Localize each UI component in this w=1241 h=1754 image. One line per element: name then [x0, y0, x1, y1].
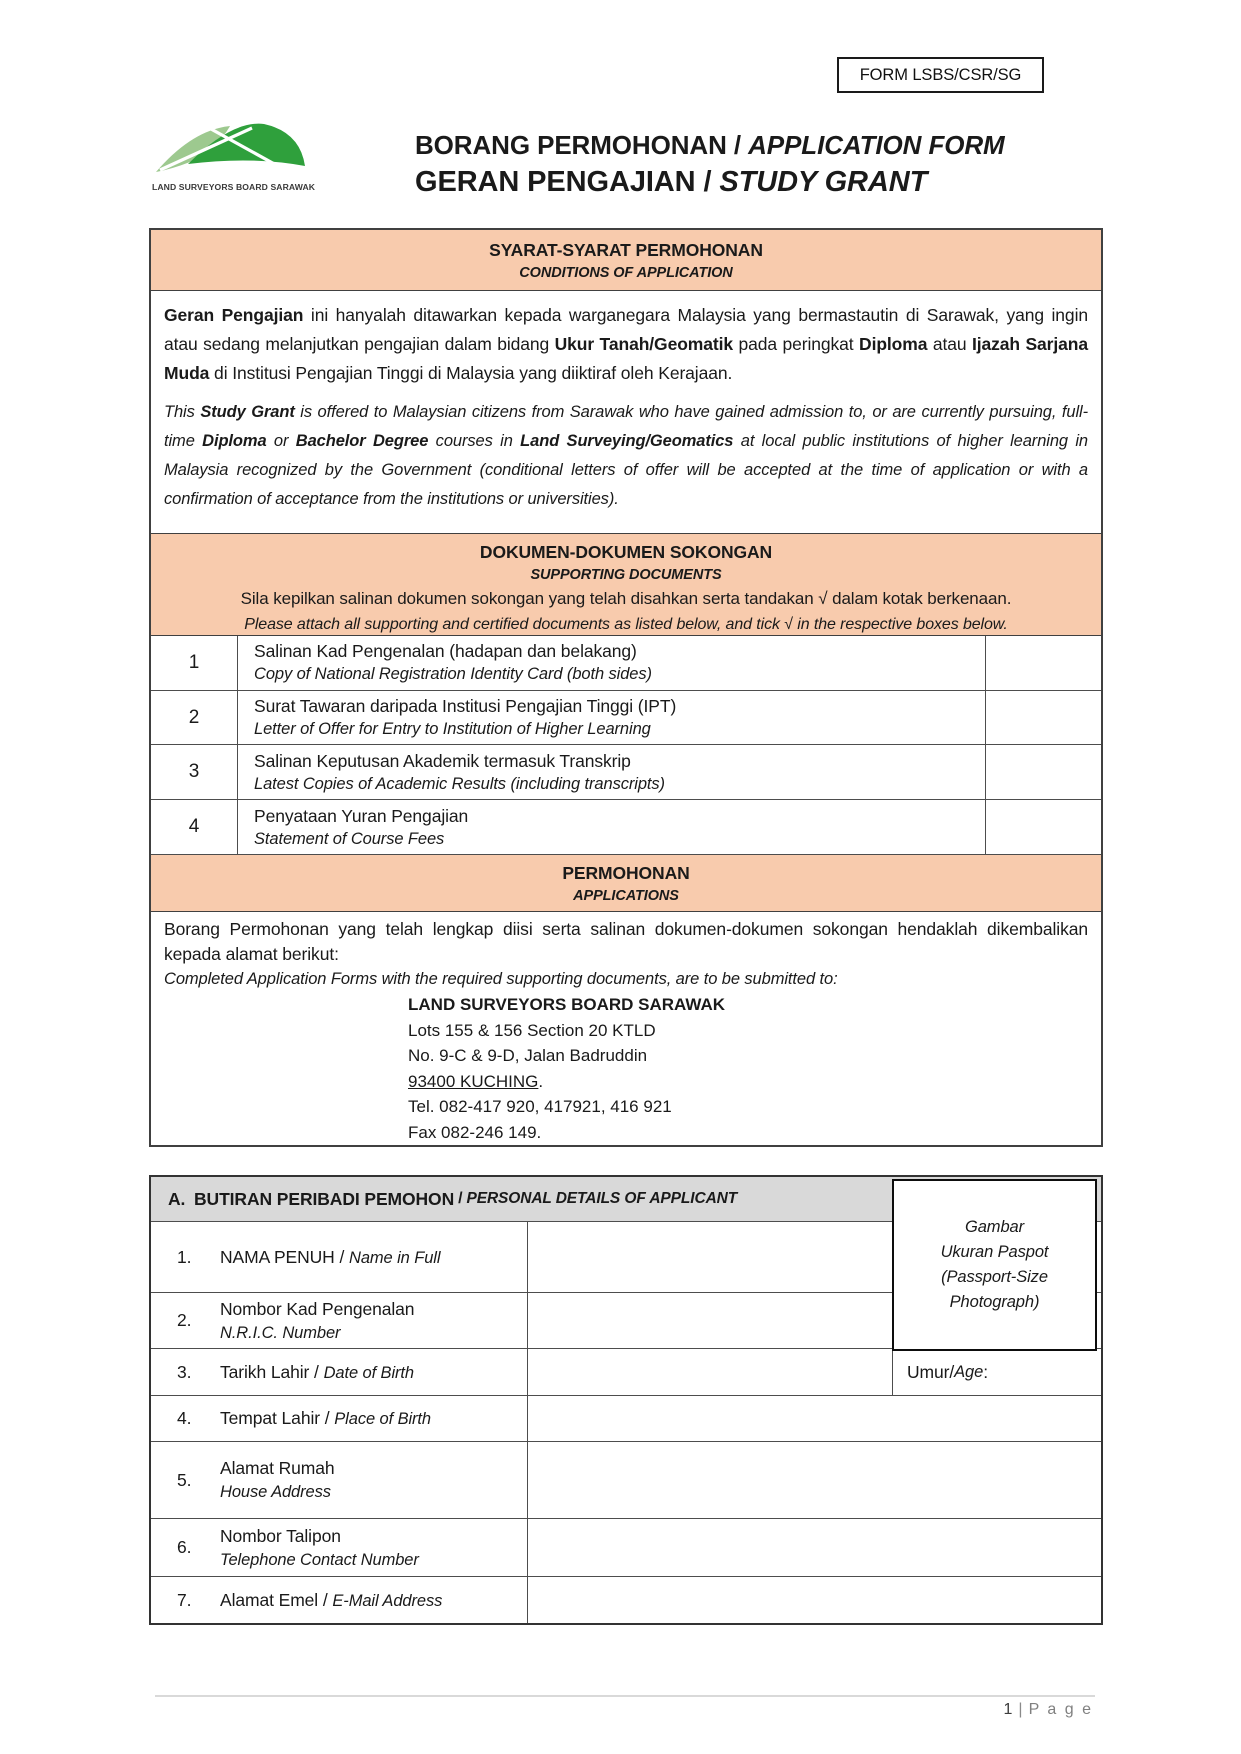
address-line-1: Lots 155 & 156 Section 20 KTLD	[408, 1020, 656, 1040]
label-nric-english: N.R.I.C. Number	[220, 1323, 341, 1342]
conditions-paragraph-malay: Geran Pengajian ini hanyalah ditawarkan kepada warganegara Malaysia yang bermastautin di Sarawak, yang ingin atau sedang melanjutkan pengajian dalam bidang Ukur Tanah/Geomatik pada peringkat Diploma atau Ijazah Sarjana Muda di Institusi Pengajian Tinggi di Malaysia yang diiktiraf oleh Kerajaan.	[164, 304, 1088, 383]
address-line-2: No. 9-C & 9-D, Jalan Badruddin	[408, 1046, 648, 1065]
document-row-1	[151, 636, 1101, 691]
row-place-of-birth: 4. Tempat Lahir / Place of Birth	[151, 1395, 1101, 1441]
document-row-2	[151, 691, 1101, 746]
supporting-title-english: SUPPORTING DOCUMENTS	[530, 566, 722, 583]
label-telephone-english: Telephone Contact Number	[220, 1550, 419, 1569]
section-a-title-english: PERSONAL DETAILS OF APPLICANT	[466, 1190, 738, 1207]
document-1-label-malay: Salinan Kad Pengenalan (hadapan dan belakang)	[254, 641, 637, 662]
applications-paragraph-english: Completed Application Forms with the required supporting documents, are to be submitted to:	[164, 970, 838, 988]
page-number: 1 | P a g e	[1003, 1701, 1093, 1718]
field-nric-number[interactable]	[528, 1293, 893, 1348]
row-house-address: 5. Alamat Rumah House Address	[151, 1441, 1101, 1518]
title-line-1: BORANG PERMOHONAN / APPLICATION FORM	[415, 130, 1005, 160]
field-name-in-full[interactable]	[528, 1222, 893, 1292]
applications-header	[151, 855, 1101, 912]
row-date-of-birth: 3. Tarikh Lahir / Date of Birth Umur / Age :	[151, 1348, 1101, 1395]
lsbs-logo-icon	[152, 116, 312, 180]
photo-box-line-3: (Passport-Size	[941, 1268, 1048, 1286]
label-age-malay: Umur	[907, 1361, 950, 1382]
conditions-paragraph-english: This Study Grant is offered to Malaysian citizens from Sarawak who have gained admission to, or are currently pursuing, full-time Diploma or Bachelor Degree courses in Land Surveying/Geomatics at local public institutions of higher learning in Malaysia recognized by the Government (conditional letters of offer will be accepted at the time of application or with a confirmation of acceptance from the institutions or universities).	[164, 402, 1089, 508]
address-fax: Fax 082-246 149.	[408, 1122, 542, 1142]
submission-address	[408, 992, 1088, 1145]
address-city-line: 93400 KUCHING.	[408, 1071, 544, 1091]
label-email-malay: Alamat Emel	[220, 1589, 319, 1610]
form-code-box	[837, 57, 1044, 93]
field-age[interactable]: Umur / Age :	[907, 1361, 988, 1382]
form-code-text: FORM LSBS/CSR/SG	[859, 65, 1022, 84]
label-dob-malay: Tarikh Lahir	[220, 1361, 310, 1382]
field-date-of-birth[interactable]	[528, 1349, 893, 1395]
label-house-address-english: House Address	[220, 1483, 331, 1501]
lsbs-logo-caption: LAND SURVEYORS BOARD SARAWAK	[152, 182, 316, 192]
document-4-tick-box[interactable]	[986, 800, 1101, 854]
document-1-tick-box[interactable]	[986, 636, 1101, 690]
label-name-english: Name in Full	[349, 1248, 441, 1267]
title-line2-malay: GERAN PENGAJIAN	[415, 166, 696, 198]
row-telephone-number: 6. Nombor Talipon Telephone Contact Number	[151, 1518, 1101, 1576]
supporting-instruction-malay: Sila kepilkan salinan dokumen sokongan yang telah disahkan serta tandakan √ dalam kotak berkenaan.	[240, 588, 1012, 608]
passport-photo-box	[892, 1179, 1097, 1351]
conditions-title-malay: SYARAT-SYARAT PERMOHONAN	[489, 240, 763, 260]
title-line1-english: APPLICATION FORM	[748, 130, 1005, 160]
conditions-body	[151, 291, 1101, 533]
lsbs-logo	[152, 116, 317, 192]
label-age-english: Age	[954, 1362, 984, 1381]
label-email-english: E-Mail Address	[332, 1591, 443, 1610]
field-house-address[interactable]	[528, 1442, 1101, 1518]
document-3-label-english: Latest Copies of Academic Results (including transcripts)	[254, 774, 665, 793]
document-2-number: 2	[151, 691, 238, 745]
label-pob-malay: Tempat Lahir	[220, 1408, 320, 1428]
row-email-address: 7. Alamat Emel / E-Mail Address	[151, 1576, 1101, 1623]
address-telephone: Tel. 082-417 920, 417921, 416 921	[408, 1097, 672, 1116]
document-1-number: 1	[151, 636, 238, 690]
document-1-label-english: Copy of National Registration Identity Card (both sides)	[254, 665, 652, 684]
document-3-tick-box[interactable]	[986, 745, 1101, 799]
section-a-title-malay: BUTIRAN PERIBADI PEMOHON	[194, 1188, 455, 1209]
conditions-header	[151, 230, 1101, 291]
document-4-label-malay: Penyataan Yuran Pengajian	[254, 805, 469, 826]
document-4-number: 4	[151, 800, 238, 854]
document-2-label-english: Letter of Offer for Entry to Institution of Higher Learning	[254, 720, 651, 739]
photo-box-line-2: Ukuran Paspot	[940, 1243, 1049, 1261]
supporting-title-malay: DOKUMEN-DOKUMEN SOKONGAN	[479, 541, 773, 562]
applications-title-malay: PERMOHONAN	[562, 863, 690, 884]
label-telephone-malay: Nombor Talipon	[220, 1525, 341, 1546]
address-organisation: LAND SURVEYORS BOARD SARAWAK	[408, 995, 726, 1014]
conditions-title-english: CONDITIONS OF APPLICATION	[519, 265, 733, 281]
label-nric-malay: Nombor Kad Pengenalan	[220, 1298, 415, 1319]
document-4-label-english: Statement of Course Fees	[254, 829, 445, 848]
field-email[interactable]	[528, 1577, 1101, 1623]
title-line2-english: STUDY GRANT	[719, 166, 928, 198]
conditions-and-documents-table	[149, 228, 1103, 1147]
document-3-number: 3	[151, 745, 238, 799]
footer-divider	[155, 1695, 1095, 1697]
supporting-instruction-english: Please attach all supporting and certified documents as listed below, and tick √ in the respective boxes below.	[244, 615, 1008, 633]
section-a-label: A.	[168, 1188, 186, 1209]
applications-body	[151, 912, 1101, 1145]
applications-paragraph-malay: Borang Permohonan yang telah lengkap diisi serta salinan dokumen-dokumen sokongan hendaklah dikembalikan kepada alamat berikut:	[164, 919, 1088, 964]
row-nric-number: 2. Nombor Kad Pengenalan N.R.I.C. Number	[151, 1292, 1101, 1348]
photo-box-line-1: Gambar	[964, 1218, 1024, 1236]
field-telephone[interactable]	[528, 1519, 1101, 1576]
document-row-4	[151, 800, 1101, 855]
label-name-malay: NAMA PENUH	[220, 1246, 335, 1267]
label-dob-english: Date of Birth	[323, 1363, 414, 1382]
label-pob-english: Place of Birth	[334, 1410, 431, 1428]
title-line-2: GERAN PENGAJIAN / STUDY GRANT	[415, 166, 928, 198]
row-name-in-full: 1. NAMA PENUH / Name in Full	[151, 1222, 1101, 1292]
title-line1-malay: BORANG PERMOHONAN	[415, 130, 727, 160]
applications-title-english: APPLICATIONS	[573, 888, 679, 905]
label-house-address-malay: Alamat Rumah	[220, 1458, 335, 1478]
supporting-documents-header	[151, 533, 1101, 636]
page-title	[415, 128, 1005, 202]
document-2-label-malay: Surat Tawaran daripada Institusi Pengajian Tinggi (IPT)	[254, 696, 677, 717]
field-place-of-birth[interactable]	[528, 1396, 1101, 1441]
photo-box-line-4: Photograph)	[949, 1293, 1040, 1311]
document-3-label-malay: Salinan Keputusan Akademik termasuk Transkrip	[254, 750, 631, 771]
document-2-tick-box[interactable]	[986, 691, 1101, 745]
section-a-header: A. BUTIRAN PERIBADI PEMOHON / PERSONAL DETAILS OF APPLICANT	[151, 1177, 1101, 1222]
document-row-3	[151, 745, 1101, 800]
